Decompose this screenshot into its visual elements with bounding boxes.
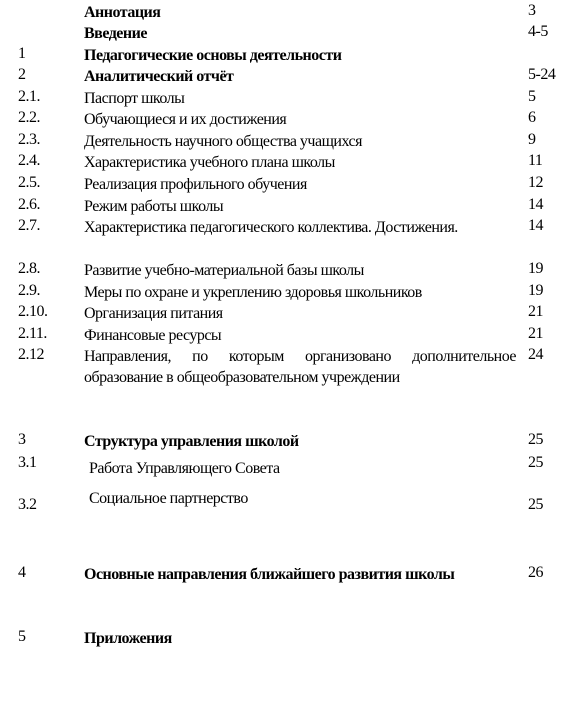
- toc-title: Паспорт школы: [84, 90, 185, 107]
- toc-page: 25: [528, 496, 543, 513]
- toc-num: 5: [18, 628, 26, 645]
- toc-num: 2.6.: [18, 196, 40, 213]
- toc-page: 21: [528, 303, 543, 320]
- toc-page: 19: [528, 282, 543, 299]
- toc-num: 3: [18, 431, 26, 448]
- toc-num: 2.3.: [18, 131, 40, 148]
- toc-num: 2.10.: [18, 303, 48, 320]
- toc-page: 4-5: [528, 23, 548, 40]
- toc-num: 2.2.: [18, 109, 40, 126]
- toc-title: Меры по охране и укреплению здоровья школьников: [84, 284, 422, 301]
- toc-title: Аналитический отчёт: [84, 68, 234, 85]
- toc-title: Работа Управляющего Совета: [89, 460, 280, 477]
- toc-page: 11: [528, 152, 543, 169]
- toc-title: Деятельность научного общества учащихся: [84, 133, 362, 150]
- toc-num: 2.7.: [18, 217, 40, 234]
- toc-title: Социальное партнерство: [89, 490, 248, 507]
- toc-title: Направления, по которым организовано дополнительное образование в общеобразовательном учреждении: [84, 348, 516, 386]
- toc-num: 3.1: [18, 454, 37, 471]
- toc-title: Финансовые ресурсы: [84, 327, 222, 344]
- toc-num: 2.4.: [18, 152, 40, 169]
- toc-page: 14: [528, 217, 543, 234]
- toc-title: Структура управления школой: [84, 433, 299, 450]
- toc-title: Приложения: [84, 630, 172, 647]
- toc-num: 2.11.: [18, 325, 47, 342]
- toc-title: Характеристика учебного плана школы: [84, 154, 335, 171]
- toc-page: 9: [528, 131, 536, 148]
- toc-num: 1: [18, 45, 26, 62]
- toc-page: 6: [528, 109, 536, 126]
- toc-page: 3: [528, 2, 536, 19]
- toc-num: 2.9.: [18, 282, 40, 299]
- toc-title: Характеристика педагогического коллектива. Достижения.: [84, 219, 458, 236]
- toc-title: Аннотация: [84, 4, 161, 21]
- toc-title: Введение: [84, 25, 147, 42]
- toc-num: 2: [18, 66, 26, 83]
- toc-title: Развитие учебно-материальной базы школы: [84, 262, 364, 279]
- toc-title: Основные направления ближайшего развития школы: [84, 566, 455, 583]
- toc-num: 2.5.: [18, 174, 40, 191]
- toc-num: 2.1.: [18, 88, 40, 105]
- toc-num: 4: [18, 564, 26, 581]
- toc-title: Педагогические основы деятельности: [84, 47, 342, 64]
- toc-num: 3.2: [18, 496, 37, 513]
- toc-page: 24: [528, 346, 543, 363]
- toc-page: 14: [528, 196, 543, 213]
- toc-num: 2.12: [18, 346, 44, 363]
- toc-page: 21: [528, 325, 543, 342]
- toc-page: 25: [528, 431, 543, 448]
- toc-num: 2.8.: [18, 260, 40, 277]
- toc-title: Режим работы школы: [84, 198, 224, 215]
- toc-page: 5-24: [528, 66, 556, 83]
- toc-page: 26: [528, 564, 543, 581]
- toc-title: Обучающиеся и их достижения: [84, 111, 287, 128]
- toc-page: 5: [528, 88, 536, 105]
- toc-title: Организация питания: [84, 305, 223, 322]
- toc-title: Реализация профильного обучения: [84, 176, 307, 193]
- toc-page: 19: [528, 260, 543, 277]
- toc-page: 12: [528, 174, 543, 191]
- toc-page: 25: [528, 454, 543, 471]
